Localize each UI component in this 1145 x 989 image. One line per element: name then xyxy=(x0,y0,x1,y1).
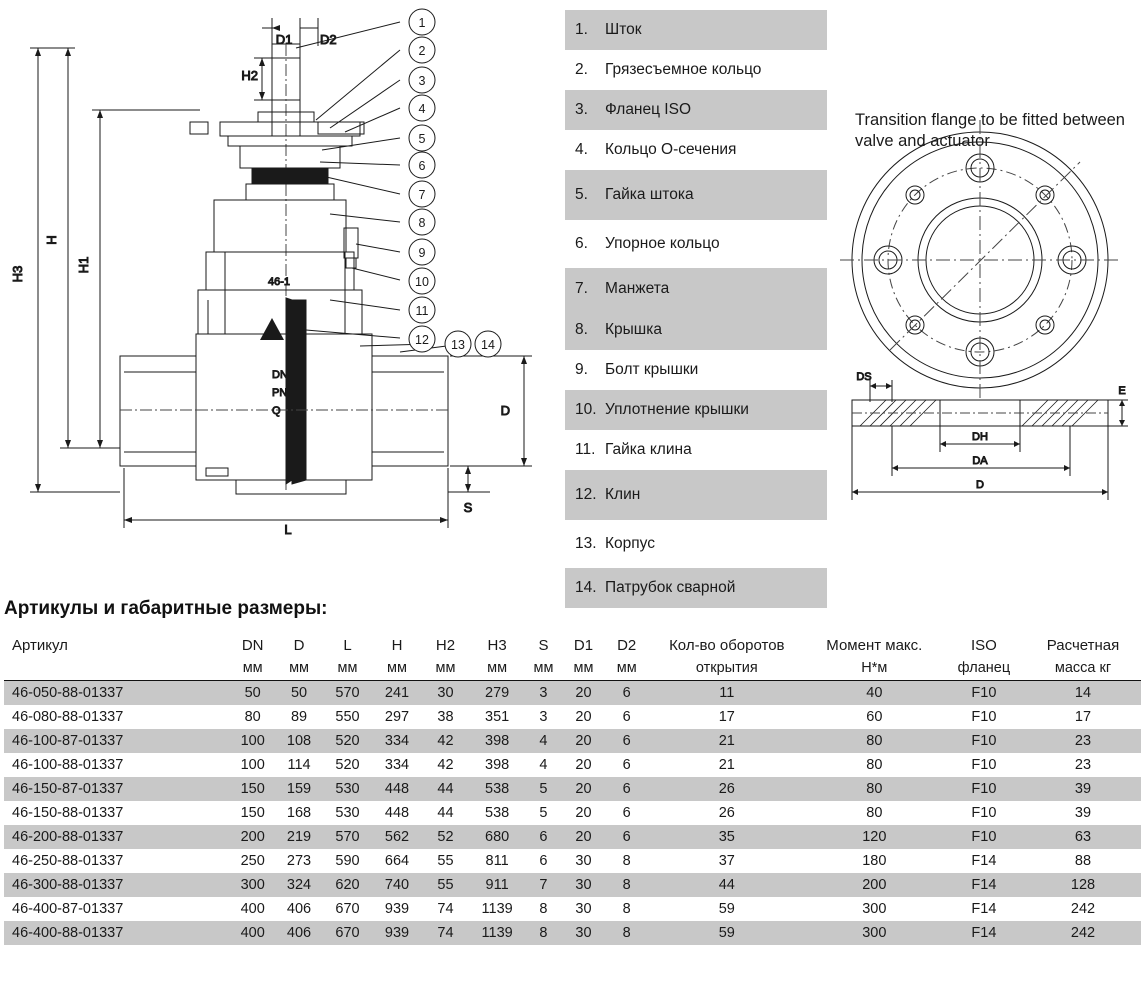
cell-h2: 55 xyxy=(437,853,454,869)
cell-dn: 80 xyxy=(244,709,261,725)
cell-d1: 30 xyxy=(561,873,605,897)
cell-turns: 26 xyxy=(718,805,735,821)
legend-item-4 xyxy=(565,130,827,170)
cell-mass: 23 xyxy=(1025,729,1141,753)
cell-turns: 26 xyxy=(648,777,806,801)
dim-D-flange-label: D xyxy=(976,479,984,491)
balloon-3: 3 xyxy=(418,74,426,88)
legend-item-6 xyxy=(565,220,827,268)
cell-dn: 100 xyxy=(240,757,265,773)
dim-DS-label: DS xyxy=(856,371,872,383)
dim-DH-label: DH xyxy=(972,431,988,443)
legend-label: Корпус xyxy=(605,535,655,552)
th-h3-unit: мм xyxy=(469,657,526,681)
table-row xyxy=(4,681,1141,706)
legend-num: 1. xyxy=(575,21,588,38)
cell-h2: 74 xyxy=(437,901,454,917)
cell-article: 46-150-87-01337 xyxy=(4,777,231,801)
th-s-unit: мм xyxy=(526,657,562,681)
cell-article: 46-080-88-01337 xyxy=(12,709,124,725)
legend-item-13 xyxy=(565,520,827,568)
cell-iso: F14 xyxy=(943,873,1025,897)
cell-iso: F14 xyxy=(943,921,1025,945)
cell-l: 570 xyxy=(323,825,371,849)
cell-h: 448 xyxy=(372,777,423,801)
cell-torque: 300 xyxy=(806,921,943,945)
cell-iso: F10 xyxy=(943,681,1025,706)
legend-label: Патрубок сварной xyxy=(605,579,736,596)
legend-label: Манжета xyxy=(605,280,670,297)
cell-h: 939 xyxy=(384,901,410,917)
cell-article: 46-250-88-01337 xyxy=(12,853,124,869)
cell-d2: 8 xyxy=(606,921,648,945)
legend-num: 5. xyxy=(575,186,588,203)
cell-l: 530 xyxy=(335,805,360,821)
dim-D2-label: D2 xyxy=(320,32,337,47)
table-title: Артикулы и габаритные размеры: xyxy=(4,598,328,619)
th-l-unit: мм xyxy=(323,657,371,681)
cell-d: 89 xyxy=(290,709,308,725)
cell-d2: 6 xyxy=(606,777,648,801)
legend-item-2 xyxy=(565,50,827,90)
cell-dn: 250 xyxy=(240,853,265,869)
legend-num: 7. xyxy=(575,280,588,297)
table-row xyxy=(4,705,1141,729)
cell-h2: 38 xyxy=(437,709,454,725)
cell-h2: 42 xyxy=(422,729,468,753)
cell-mass: 63 xyxy=(1025,825,1141,849)
cell-torque: 200 xyxy=(806,873,943,897)
cell-article: 46-400-87-01337 xyxy=(12,901,124,917)
cell-h2: 74 xyxy=(422,921,468,945)
cell-article: 46-200-88-01337 xyxy=(4,825,231,849)
cell-article: 46-300-88-01337 xyxy=(4,873,231,897)
dimensions-table xyxy=(4,630,1141,945)
cell-article: 46-100-87-01337 xyxy=(4,729,231,753)
cell-h: 740 xyxy=(372,873,423,897)
dim-S-label: S xyxy=(463,500,473,515)
balloon-2: 2 xyxy=(418,44,426,58)
cell-iso: F10 xyxy=(971,757,997,773)
legend-item-8 xyxy=(565,310,827,350)
th-torque-unit: H*м xyxy=(806,657,943,681)
cell-d: 406 xyxy=(286,901,312,917)
cell-d2: 6 xyxy=(606,825,648,849)
legend-label: Крышка xyxy=(605,321,662,338)
cell-h3: 279 xyxy=(469,681,526,706)
cell-s: 8 xyxy=(526,921,562,945)
th-d: D xyxy=(293,637,305,654)
cell-d2: 6 xyxy=(622,709,631,725)
cell-turns: 59 xyxy=(648,921,806,945)
legend-label: Гайка штока xyxy=(605,186,694,203)
cell-d2: 8 xyxy=(622,901,631,917)
legend-item-10 xyxy=(565,390,827,430)
cell-turns: 59 xyxy=(718,901,735,917)
balloon-5: 5 xyxy=(418,132,426,146)
th-s: S xyxy=(538,637,549,654)
cell-d: 114 xyxy=(287,757,311,773)
legend-num: 13. xyxy=(575,535,597,552)
cell-s: 6 xyxy=(539,853,548,869)
cell-h3: 351 xyxy=(485,709,510,725)
cell-h: 334 xyxy=(384,757,410,773)
legend-num: 12. xyxy=(575,486,597,503)
cell-d1: 20 xyxy=(561,777,605,801)
cell-h3: 1139 xyxy=(469,921,526,945)
cell-dn: 300 xyxy=(231,873,275,897)
legend-item-11 xyxy=(565,430,827,470)
cell-iso: F10 xyxy=(971,805,997,821)
transition-flange-note: Transition flange to be fitted between valve and actuator xyxy=(855,111,1125,150)
balloon-4: 4 xyxy=(418,102,426,116)
th-article: Артикул xyxy=(12,637,68,654)
cell-d1: 20 xyxy=(575,805,592,821)
cell-iso: F10 xyxy=(943,825,1025,849)
cell-h: 939 xyxy=(372,921,423,945)
legend-item-5 xyxy=(565,170,827,220)
cell-iso: F10 xyxy=(971,709,997,725)
dim-H2-label: H2 xyxy=(241,68,258,83)
cell-h2: 52 xyxy=(422,825,468,849)
cell-mass: 128 xyxy=(1025,873,1141,897)
cell-dn: 100 xyxy=(231,729,275,753)
table-row xyxy=(4,849,1141,873)
legend-num: 4. xyxy=(575,141,588,158)
cell-s: 4 xyxy=(526,729,562,753)
cell-h2: 44 xyxy=(422,777,468,801)
cell-s: 5 xyxy=(526,777,562,801)
th-h: H xyxy=(391,637,403,654)
cell-d: 406 xyxy=(275,921,323,945)
cell-h3: 538 xyxy=(469,777,526,801)
balloon-14: 14 xyxy=(481,338,495,352)
legend-label: Грязесъемное кольцо xyxy=(605,61,762,78)
cell-h: 562 xyxy=(372,825,423,849)
th-d1: D1 xyxy=(573,637,594,654)
balloon-12: 12 xyxy=(415,333,429,347)
cell-s: 8 xyxy=(539,901,548,917)
legend-label: Фланец ISO xyxy=(605,101,691,118)
cell-h3: 811 xyxy=(485,853,509,869)
cell-turns: 35 xyxy=(648,825,806,849)
cell-h3: 1139 xyxy=(481,901,513,917)
dim-H3-label: H3 xyxy=(10,265,25,283)
dim-E-label: E xyxy=(1118,385,1126,397)
cell-h3: 680 xyxy=(469,825,526,849)
th-dn-unit: мм xyxy=(231,657,275,681)
valve-cross-section-drawing xyxy=(0,0,560,590)
cell-l: 520 xyxy=(335,757,360,773)
balloon-9: 9 xyxy=(418,246,426,260)
cell-d: 219 xyxy=(275,825,323,849)
cell-torque: 60 xyxy=(866,709,883,725)
cell-d1: 30 xyxy=(575,901,592,917)
cell-l: 670 xyxy=(335,901,360,917)
legend-num: 3. xyxy=(575,101,588,118)
cell-d1: 20 xyxy=(561,729,605,753)
cell-mass: 39 xyxy=(1074,805,1092,821)
th-d2: D2 xyxy=(617,637,637,654)
cell-d1: 20 xyxy=(561,681,605,706)
th-d2-unit: мм xyxy=(606,657,648,681)
th-h-unit: мм xyxy=(372,657,423,681)
table-row xyxy=(4,825,1141,849)
legend-item-9 xyxy=(565,350,827,390)
legend-num: 11. xyxy=(575,441,596,458)
cell-l: 530 xyxy=(323,777,371,801)
cell-torque: 80 xyxy=(866,757,883,773)
balloon-group xyxy=(409,9,501,357)
cell-article: 46-400-88-01337 xyxy=(4,921,231,945)
balloon-6: 6 xyxy=(418,159,426,173)
cell-turns: 44 xyxy=(648,873,806,897)
cell-h2: 30 xyxy=(422,681,468,706)
cell-d1: 20 xyxy=(575,709,592,725)
cell-dn: 200 xyxy=(231,825,275,849)
legend-item-1 xyxy=(565,10,827,50)
dim-D1-label: D1 xyxy=(275,32,293,47)
th-article-unit xyxy=(4,657,231,681)
table-row xyxy=(4,921,1141,945)
legend-label: Уплотнение крышки xyxy=(605,401,749,418)
cell-d2: 6 xyxy=(606,681,648,706)
cell-l: 620 xyxy=(323,873,371,897)
cell-torque: 120 xyxy=(806,825,943,849)
legend-num: 9. xyxy=(575,361,588,378)
body-mark-2: PN xyxy=(272,387,288,399)
cell-turns: 37 xyxy=(718,853,735,869)
cell-d1: 30 xyxy=(561,921,605,945)
body-mark-3: Q xyxy=(272,405,281,417)
legend-item-14 xyxy=(565,568,827,608)
cell-turns: 11 xyxy=(648,681,806,706)
cell-dn: 150 xyxy=(240,805,265,821)
legend-num: 10. xyxy=(575,401,597,418)
legend-num: 2. xyxy=(575,61,588,78)
cell-h: 664 xyxy=(384,853,410,869)
cell-iso: F14 xyxy=(971,901,997,917)
th-iso: ISO xyxy=(970,637,997,654)
legend-num: 8. xyxy=(575,321,588,338)
cell-h3: 398 xyxy=(485,757,510,773)
cell-h3: 398 xyxy=(469,729,526,753)
cell-d2: 6 xyxy=(622,757,631,773)
cell-iso: F10 xyxy=(943,729,1025,753)
cell-d: 108 xyxy=(275,729,323,753)
th-d1-unit: мм xyxy=(561,657,605,681)
cell-d: 324 xyxy=(275,873,323,897)
legend-num: 14. xyxy=(575,579,597,596)
cell-h2: 44 xyxy=(437,805,454,821)
cell-mass: 242 xyxy=(1070,901,1096,917)
cell-s: 5 xyxy=(539,805,548,821)
cell-turns: 17 xyxy=(718,709,735,725)
cell-d1: 30 xyxy=(575,853,592,869)
cell-d2: 6 xyxy=(622,805,631,821)
legend-num: 6. xyxy=(575,235,588,252)
cell-d: 159 xyxy=(275,777,323,801)
table-row xyxy=(4,897,1141,921)
legend-label: Упорное кольцо xyxy=(605,235,720,252)
body-mark-1: DN xyxy=(272,369,288,381)
table-row xyxy=(4,873,1141,897)
dim-L-label: L xyxy=(284,522,292,537)
cell-d1: 20 xyxy=(575,757,592,773)
cell-iso: F14 xyxy=(971,853,997,869)
table-body xyxy=(4,681,1141,946)
cell-h: 241 xyxy=(372,681,423,706)
cell-torque: 180 xyxy=(862,853,887,869)
cell-h2: 55 xyxy=(422,873,468,897)
th-iso-unit: фланец xyxy=(943,657,1025,681)
cell-l: 670 xyxy=(323,921,371,945)
dim-DA-label: DA xyxy=(972,455,988,467)
cell-l: 570 xyxy=(323,681,371,706)
cell-h: 297 xyxy=(384,709,410,725)
balloon-10: 10 xyxy=(415,275,429,289)
cell-h2: 42 xyxy=(437,757,454,773)
cell-mass: 39 xyxy=(1025,777,1141,801)
cell-mass: 17 xyxy=(1074,709,1092,725)
th-dn: DN xyxy=(241,637,264,654)
cell-mass: 14 xyxy=(1025,681,1141,706)
cell-dn: 150 xyxy=(231,777,275,801)
cell-mass: 23 xyxy=(1074,757,1092,773)
cell-l: 590 xyxy=(335,853,360,869)
legend-label: Клин xyxy=(605,486,641,503)
body-mark-0: 46-1 xyxy=(268,276,291,288)
cell-h: 334 xyxy=(372,729,423,753)
cell-s: 4 xyxy=(539,757,548,773)
legend-label: Шток xyxy=(605,21,642,38)
th-mass-unit: масса кг xyxy=(1025,657,1141,681)
dim-D-label: D xyxy=(500,403,510,418)
transition-flange-drawing xyxy=(830,100,1140,520)
balloon-1: 1 xyxy=(418,16,426,30)
balloon-8: 8 xyxy=(418,216,426,230)
cell-turns: 21 xyxy=(718,757,735,773)
th-h2: H2 xyxy=(435,637,456,654)
cell-s: 3 xyxy=(526,681,562,706)
th-turns-unit: открытия xyxy=(648,657,806,681)
balloon-7: 7 xyxy=(418,188,426,202)
cell-d2: 8 xyxy=(622,853,631,869)
th-d-unit: мм xyxy=(275,657,323,681)
cell-h3: 538 xyxy=(485,805,510,821)
balloon-11: 11 xyxy=(415,304,429,318)
legend-item-3 xyxy=(565,90,827,130)
cell-d1: 20 xyxy=(561,825,605,849)
cell-d: 168 xyxy=(286,805,312,821)
cell-mass: 88 xyxy=(1074,853,1092,869)
cell-turns: 21 xyxy=(648,729,806,753)
cell-l: 520 xyxy=(323,729,371,753)
cell-d: 273 xyxy=(286,853,312,869)
cell-torque: 80 xyxy=(866,805,883,821)
th-mass: Расчетная xyxy=(1046,637,1120,654)
cell-torque: 40 xyxy=(806,681,943,706)
cell-dn: 50 xyxy=(231,681,275,706)
legend-label: Кольцо О-сечения xyxy=(605,141,737,158)
dim-H-label: H xyxy=(44,235,59,245)
cell-torque: 300 xyxy=(862,901,887,917)
legend-item-7 xyxy=(565,268,827,310)
th-h2-unit: мм xyxy=(422,657,468,681)
cell-s: 3 xyxy=(539,709,548,725)
th-turns: Кол-во оборотов xyxy=(669,637,785,654)
cell-torque: 80 xyxy=(806,777,943,801)
cell-d2: 8 xyxy=(606,873,648,897)
cell-l: 550 xyxy=(335,709,360,725)
cell-iso: F10 xyxy=(943,777,1025,801)
cell-dn: 400 xyxy=(240,901,265,917)
cell-h3: 911 xyxy=(469,873,526,897)
table-row xyxy=(4,777,1141,801)
legend-item-12 xyxy=(565,470,827,520)
dim-H1-label: H1 xyxy=(76,256,91,274)
cell-article: 46-100-88-01337 xyxy=(12,757,124,773)
cell-torque: 80 xyxy=(806,729,943,753)
cell-h: 448 xyxy=(384,805,410,821)
legend-label: Гайка клина xyxy=(605,441,692,458)
cell-mass: 242 xyxy=(1025,921,1141,945)
table-row xyxy=(4,801,1141,825)
cell-d: 50 xyxy=(275,681,323,706)
cell-s: 7 xyxy=(526,873,562,897)
th-h3: H3 xyxy=(487,637,507,654)
balloon-13: 13 xyxy=(451,338,465,352)
table-row xyxy=(4,729,1141,753)
cell-s: 6 xyxy=(526,825,562,849)
table-row xyxy=(4,753,1141,777)
cell-dn: 400 xyxy=(231,921,275,945)
th-l: L xyxy=(343,637,352,654)
cell-d2: 6 xyxy=(606,729,648,753)
legend-label: Болт крышки xyxy=(605,361,699,378)
parts-legend xyxy=(565,10,827,608)
cell-article: 46-050-88-01337 xyxy=(4,681,231,706)
cell-article: 46-150-88-01337 xyxy=(12,805,124,821)
th-torque: Момент макс. xyxy=(826,637,923,654)
